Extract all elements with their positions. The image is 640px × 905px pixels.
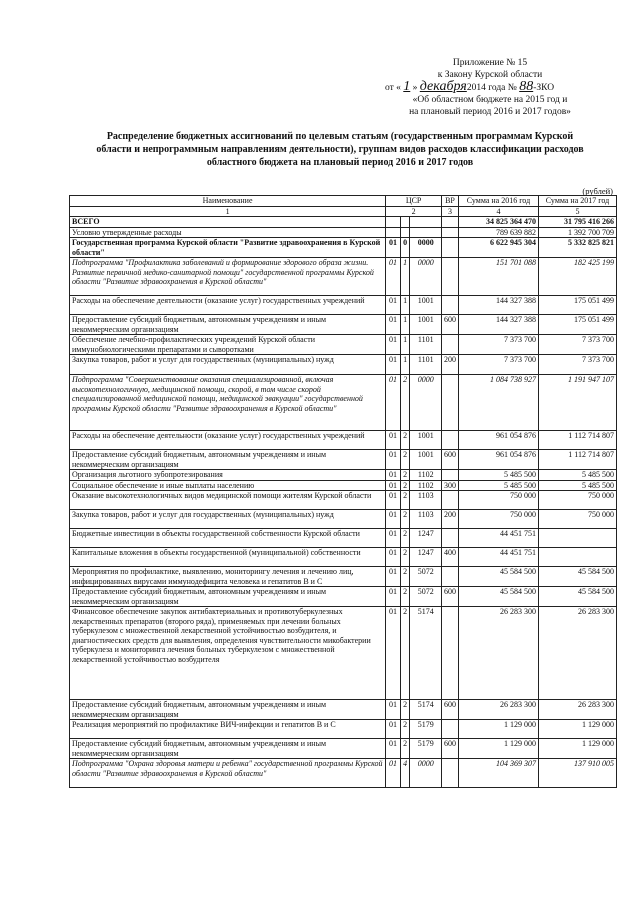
row-sum-2017: 45 584 500	[538, 567, 616, 587]
table-row	[70, 720, 617, 739]
row-csr-subprogram: 2	[400, 491, 409, 510]
row-name: Подпрограмма "Профилактика заболеваний и формирование здорового образа жизни. Развитие первичной медико-санитарной помощи" государственной программы Курской области "Развитие здравоохранения в Курской области"	[70, 258, 386, 296]
row-sum-2017: 7 373 700	[538, 335, 616, 355]
row-csr-direction: 0000	[410, 759, 442, 788]
table-row	[70, 759, 617, 788]
row-csr-program: 01	[386, 510, 401, 529]
units-label: (рублей)	[582, 186, 613, 196]
row-csr-direction: 1102	[410, 480, 442, 491]
row-sum-2016: 7 373 700	[458, 335, 538, 355]
row-sum-2017: 182 425 199	[538, 258, 616, 296]
row-csr-subprogram: 2	[400, 607, 409, 700]
date-day: 1	[403, 79, 411, 94]
row-name: Предоставление субсидий бюджетным, автономным учреждениям и иным некоммерческим организациям	[70, 700, 386, 720]
table-row	[70, 227, 617, 238]
row-name: Закупка товаров, работ и услуг для государственных (муниципальных) нужд	[70, 355, 386, 375]
row-name: Условно утвержденные расходы	[70, 227, 386, 238]
table-row	[70, 567, 617, 587]
row-name: Предоставление субсидий бюджетным, автономным учреждениям и иным некоммерческим организациям	[70, 450, 386, 470]
row-sum-2016: 104 369 307	[458, 759, 538, 788]
row-sum-2017: 5 485 500	[538, 470, 616, 481]
row-name: Социальное обеспечение и иные выплаты населению	[70, 480, 386, 491]
row-csr-program: 01	[386, 335, 401, 355]
row-sum-2016: 7 373 700	[458, 355, 538, 375]
row-vr: 200	[442, 510, 459, 529]
row-sum-2016: 26 283 300	[458, 700, 538, 720]
header-vr: ВР	[442, 196, 459, 207]
table-row	[70, 491, 617, 510]
date-month: декабря	[419, 79, 467, 94]
row-name: Предоставление субсидий бюджетным, автономным учреждениям и иным некоммерческим организациям	[70, 739, 386, 759]
table-row	[70, 548, 617, 567]
row-vr: 300	[442, 480, 459, 491]
column-number: 3	[442, 206, 459, 217]
row-vr	[442, 227, 459, 238]
row-sum-2017: 26 283 300	[538, 700, 616, 720]
row-csr-direction: 5179	[410, 739, 442, 759]
row-sum-2016: 6 622 945 304	[458, 238, 538, 258]
row-csr-program: 01	[386, 491, 401, 510]
row-csr-subprogram: 2	[400, 510, 409, 529]
row-vr	[442, 529, 459, 548]
row-name: Обеспечение лечебно-профилактических учреждений Курской области иммунобиологическими препаратами и сыворотками	[70, 335, 386, 355]
row-name: Бюджетные инвестиции в объекты государственной собственности Курской области	[70, 529, 386, 548]
row-vr: 600	[442, 315, 459, 335]
row-vr: 200	[442, 355, 459, 375]
column-number: 2	[386, 206, 442, 217]
row-vr	[442, 217, 459, 228]
law-title-line2: на плановый период 2016 и 2017 годов»	[409, 107, 571, 117]
row-sum-2017: 137 910 005	[538, 759, 616, 788]
row-csr-subprogram: 1	[400, 258, 409, 296]
table-row	[70, 607, 617, 700]
row-csr-program: 01	[386, 238, 401, 258]
table-row	[70, 315, 617, 335]
header-name: Наименование	[70, 196, 386, 207]
row-sum-2017: 45 584 500	[538, 587, 616, 607]
row-csr-subprogram: 2	[400, 450, 409, 470]
column-number: 4	[458, 206, 538, 217]
row-csr-direction: 5072	[410, 567, 442, 587]
row-csr-program: 01	[386, 587, 401, 607]
row-sum-2017: 1 392 700 709	[538, 227, 616, 238]
row-csr-subprogram: 2	[400, 700, 409, 720]
budget-table	[69, 195, 617, 788]
row-csr-direction: 1101	[410, 335, 442, 355]
row-name: Финансовое обеспечение закупок антибактериальных и противотуберкулезных лекарственных препаратов (второго ряда), применяемых при лечении больных туберкулезом с множественной лекарственной устойчивостью возбудителя, и диагностических средств для выявления, определения чувствительности микобактерии туберкулеза и мониторинга лечения больных туберкулезом с множественной лекарственной устойчивостью возбудителя	[70, 607, 386, 700]
row-sum-2017	[538, 548, 616, 567]
row-csr-direction: 5179	[410, 720, 442, 739]
header-csr: ЦСР	[386, 196, 442, 207]
row-csr-program	[386, 217, 401, 228]
row-vr	[442, 375, 459, 431]
row-sum-2016: 5 485 500	[458, 480, 538, 491]
table-row	[70, 700, 617, 720]
table-row	[70, 375, 617, 431]
row-sum-2016: 750 000	[458, 491, 538, 510]
row-csr-program: 01	[386, 700, 401, 720]
row-vr	[442, 335, 459, 355]
table-row	[70, 355, 617, 375]
column-number-row	[70, 206, 617, 217]
row-csr-subprogram	[400, 217, 409, 228]
date-prefix: от «	[385, 83, 401, 93]
appendix-header	[370, 57, 610, 118]
row-vr	[442, 491, 459, 510]
row-name: Подпрограмма "Охрана здоровья матери и ребенка" государственной программы Курской области "Развитие здравоохранения в Курской области"	[70, 759, 386, 788]
row-sum-2016: 44 451 751	[458, 529, 538, 548]
row-csr-direction: 5072	[410, 587, 442, 607]
row-csr-direction: 0000	[410, 238, 442, 258]
row-sum-2017: 1 129 000	[538, 739, 616, 759]
row-csr-subprogram: 2	[400, 567, 409, 587]
row-vr	[442, 567, 459, 587]
row-sum-2017: 1 112 714 807	[538, 450, 616, 470]
date-year: 2014 года №	[466, 83, 517, 93]
table-row	[70, 335, 617, 355]
row-csr-direction	[410, 217, 442, 228]
row-sum-2016: 34 825 364 470	[458, 217, 538, 228]
column-number: 5	[538, 206, 616, 217]
row-sum-2017: 175 051 499	[538, 296, 616, 315]
table-row	[70, 258, 617, 296]
row-csr-program: 01	[386, 315, 401, 335]
row-csr-direction: 1247	[410, 548, 442, 567]
table-row	[70, 450, 617, 470]
row-name: Оказание высокотехнологичных видов медицинской помощи жителям Курской области	[70, 491, 386, 510]
row-csr-direction: 0000	[410, 258, 442, 296]
row-name: Подпрограмма "Совершенствование оказания специализированной, включая высокотехнологичную, медицинской помощи, скорой, в том числе скорой специализированной медицинской помощи, медицинской эвакуации" государственной программы Курской области "Развитие здравоохранения в Курской области"	[70, 375, 386, 431]
table-row	[70, 217, 617, 228]
row-csr-direction: 0000	[410, 375, 442, 431]
row-name: Мероприятия по профилактике, выявлению, мониторингу лечения и лечению лиц, инфицированных вирусами иммунодефицита человека и гепатитов В и С	[70, 567, 386, 587]
row-csr-direction: 1001	[410, 296, 442, 315]
row-csr-program: 01	[386, 548, 401, 567]
row-vr	[442, 258, 459, 296]
table-row	[70, 529, 617, 548]
row-csr-subprogram: 2	[400, 375, 409, 431]
law-title-line1: «Об областном бюджете на 2015 год и	[412, 95, 568, 105]
row-vr	[442, 296, 459, 315]
row-csr-program: 01	[386, 450, 401, 470]
row-csr-subprogram: 1	[400, 355, 409, 375]
row-vr: 600	[442, 450, 459, 470]
row-name: Капитальные вложения в объекты государственной (муниципальной) собственности	[70, 548, 386, 567]
row-sum-2017	[538, 529, 616, 548]
row-sum-2016: 789 639 882	[458, 227, 538, 238]
row-csr-program	[386, 227, 401, 238]
date-mid: »	[412, 83, 418, 93]
row-sum-2017: 175 051 499	[538, 315, 616, 335]
row-vr	[442, 431, 459, 450]
row-csr-program: 01	[386, 296, 401, 315]
row-csr-subprogram: 2	[400, 548, 409, 567]
row-csr-program: 01	[386, 759, 401, 788]
row-csr-subprogram: 2	[400, 739, 409, 759]
row-csr-subprogram: 2	[400, 587, 409, 607]
row-sum-2017: 26 283 300	[538, 607, 616, 700]
row-vr: 600	[442, 739, 459, 759]
row-vr	[442, 720, 459, 739]
row-sum-2016: 750 000	[458, 510, 538, 529]
row-csr-direction: 1001	[410, 431, 442, 450]
row-csr-program: 01	[386, 567, 401, 587]
row-csr-program: 01	[386, 258, 401, 296]
row-sum-2017: 1 129 000	[538, 720, 616, 739]
table-header-row	[70, 196, 617, 207]
row-csr-subprogram: 2	[400, 529, 409, 548]
row-csr-direction: 1103	[410, 510, 442, 529]
row-sum-2017: 5 485 500	[538, 480, 616, 491]
row-csr-subprogram: 0	[400, 238, 409, 258]
document-title: Распределение бюджетных ассигнований по целевым статьям (государственным программам Курской области и непрограммным направлениям деятельности), группам видов расходов классификации расходов областного бюджета на плановый период 2016 и 2017 годов	[96, 131, 584, 168]
row-csr-program: 01	[386, 529, 401, 548]
row-csr-direction: 1102	[410, 470, 442, 481]
row-csr-direction: 1001	[410, 450, 442, 470]
row-sum-2017: 7 373 700	[538, 355, 616, 375]
row-sum-2017: 5 332 825 821	[538, 238, 616, 258]
law-number: 88	[519, 79, 534, 94]
row-csr-program: 01	[386, 739, 401, 759]
row-csr-program: 01	[386, 431, 401, 450]
table-row	[70, 238, 617, 258]
row-vr: 400	[442, 548, 459, 567]
table-row	[70, 431, 617, 450]
table-row	[70, 296, 617, 315]
row-name: ВСЕГО	[70, 217, 386, 228]
row-csr-program: 01	[386, 355, 401, 375]
row-vr	[442, 607, 459, 700]
row-csr-direction	[410, 227, 442, 238]
row-vr: 600	[442, 700, 459, 720]
row-sum-2016: 1 129 000	[458, 720, 538, 739]
row-sum-2017: 31 795 416 266	[538, 217, 616, 228]
table-row	[70, 587, 617, 607]
row-sum-2017: 1 112 714 807	[538, 431, 616, 450]
row-sum-2016: 26 283 300	[458, 607, 538, 700]
header-sum-2016: Сумма на 2016 год	[458, 196, 538, 207]
law-reference: к Закону Курской области	[437, 70, 543, 80]
row-sum-2017: 1 191 947 107	[538, 375, 616, 431]
row-csr-direction: 5174	[410, 700, 442, 720]
row-csr-subprogram: 2	[400, 431, 409, 450]
row-csr-direction: 1101	[410, 355, 442, 375]
row-name: Реализация мероприятий по профилактике ВИЧ-инфекции и гепатитов В и С	[70, 720, 386, 739]
row-name: Предоставление субсидий бюджетным, автономным учреждениям и иным некоммерческим организациям	[70, 587, 386, 607]
row-sum-2017: 750 000	[538, 510, 616, 529]
row-vr: 600	[442, 587, 459, 607]
row-csr-direction: 5174	[410, 607, 442, 700]
row-csr-program: 01	[386, 480, 401, 491]
column-number: 1	[70, 206, 386, 217]
row-csr-program: 01	[386, 607, 401, 700]
row-sum-2016: 1 129 000	[458, 739, 538, 759]
row-csr-subprogram: 1	[400, 335, 409, 355]
row-csr-subprogram	[400, 227, 409, 238]
row-csr-direction: 1103	[410, 491, 442, 510]
law-date-line	[370, 81, 610, 94]
header-sum-2017: Сумма на 2017 год	[538, 196, 616, 207]
row-csr-subprogram: 1	[400, 296, 409, 315]
row-sum-2016: 144 327 388	[458, 315, 538, 335]
row-csr-subprogram: 4	[400, 759, 409, 788]
row-name: Расходы на обеспечение деятельности (оказание услуг) государственных учреждений	[70, 431, 386, 450]
row-sum-2017: 750 000	[538, 491, 616, 510]
row-sum-2016: 44 451 751	[458, 548, 538, 567]
row-name: Предоставление субсидий бюджетным, автономным учреждениям и иным некоммерческим организациям	[70, 315, 386, 335]
row-csr-subprogram: 1	[400, 315, 409, 335]
row-sum-2016: 45 584 500	[458, 567, 538, 587]
row-sum-2016: 961 054 876	[458, 431, 538, 450]
row-sum-2016: 5 485 500	[458, 470, 538, 481]
row-csr-subprogram: 2	[400, 480, 409, 491]
row-csr-subprogram: 2	[400, 470, 409, 481]
row-sum-2016: 45 584 500	[458, 587, 538, 607]
row-sum-2016: 961 054 876	[458, 450, 538, 470]
row-vr	[442, 470, 459, 481]
row-name: Государственная программа Курской области "Развитие здравоохранения в Курской области"	[70, 238, 386, 258]
row-vr	[442, 759, 459, 788]
row-name: Расходы на обеспечение деятельности (оказание услуг) государственных учреждений	[70, 296, 386, 315]
table-row	[70, 739, 617, 759]
row-vr	[442, 238, 459, 258]
appendix-number: Приложение № 15	[452, 58, 528, 68]
table-row	[70, 480, 617, 491]
law-suffix: -ЗКО	[533, 83, 555, 93]
row-sum-2016: 144 327 388	[458, 296, 538, 315]
row-csr-direction: 1001	[410, 315, 442, 335]
row-name: Организация льготного зубопротезирования	[70, 470, 386, 481]
row-csr-program: 01	[386, 375, 401, 431]
row-csr-program: 01	[386, 720, 401, 739]
table-row	[70, 510, 617, 529]
row-csr-program: 01	[386, 470, 401, 481]
row-name: Закупка товаров, работ и услуг для государственных (муниципальных) нужд	[70, 510, 386, 529]
row-csr-direction: 1247	[410, 529, 442, 548]
row-csr-subprogram: 2	[400, 720, 409, 739]
row-sum-2016: 151 701 088	[458, 258, 538, 296]
row-sum-2016: 1 084 738 927	[458, 375, 538, 431]
table-row	[70, 470, 617, 481]
